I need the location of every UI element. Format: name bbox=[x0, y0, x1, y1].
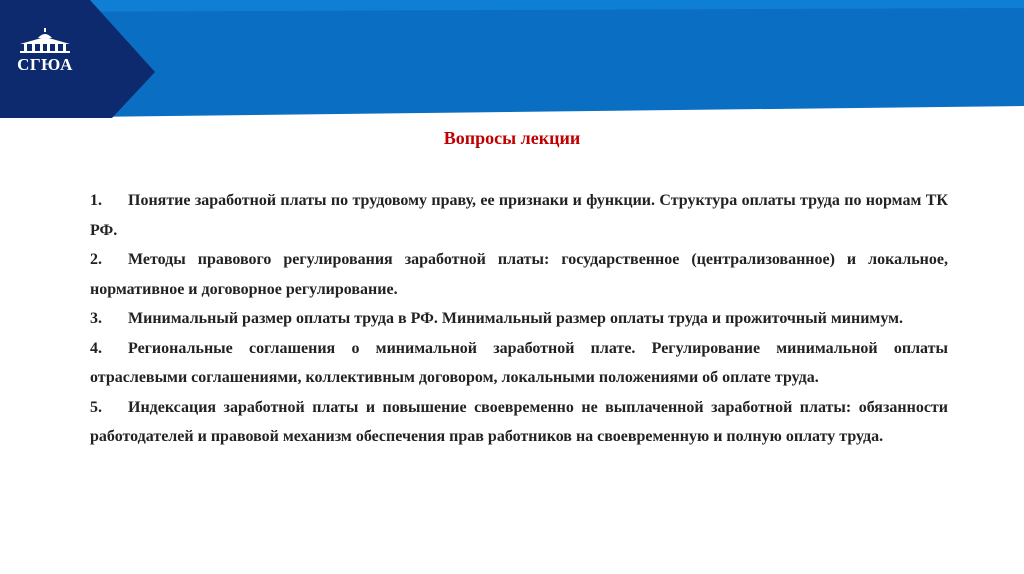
list-item bbox=[90, 186, 948, 245]
slide-title: Вопросы лекции bbox=[443, 128, 581, 148]
item-number: 4. bbox=[90, 339, 102, 357]
item-text: Индексация заработной платы и повышение своевременно не выплаченной заработной платы: обязанности работодателей и правовой механизм обеспечения прав работников на своевременную и полную оплату труда. bbox=[90, 398, 948, 445]
lecture-questions-list bbox=[90, 186, 948, 452]
item-number: 2. bbox=[90, 251, 102, 268]
item-number: 3. bbox=[90, 310, 102, 327]
logo bbox=[10, 28, 80, 82]
list-item bbox=[90, 245, 948, 304]
item-text: Понятие заработной платы по трудовому праву, ее признаки и функции. Структура оплаты труда по нормам ТК РФ. bbox=[90, 192, 948, 239]
item-text: Минимальный размер оплаты труда в РФ. Минимальный размер оплаты труда и прожиточный минимум. bbox=[128, 310, 903, 327]
header-band bbox=[0, 0, 1024, 120]
item-text: Методы правового регулирования заработной платы: государственное (централизованное) и локальное, нормативное и договорное регулирование. bbox=[90, 251, 948, 298]
logo-text: СГЮА bbox=[17, 55, 73, 74]
item-number: 5. bbox=[90, 398, 102, 416]
list-item bbox=[90, 393, 948, 452]
list-item bbox=[90, 304, 948, 334]
list-item bbox=[90, 334, 948, 393]
item-number: 1. bbox=[90, 192, 102, 209]
building-icon bbox=[16, 28, 74, 54]
item-text: Региональные соглашения о минимальной заработной плате. Регулирование минимальной оплаты отраслевыми соглашениями, коллективным договором, локальными положениями об оплате труда. bbox=[90, 339, 948, 386]
